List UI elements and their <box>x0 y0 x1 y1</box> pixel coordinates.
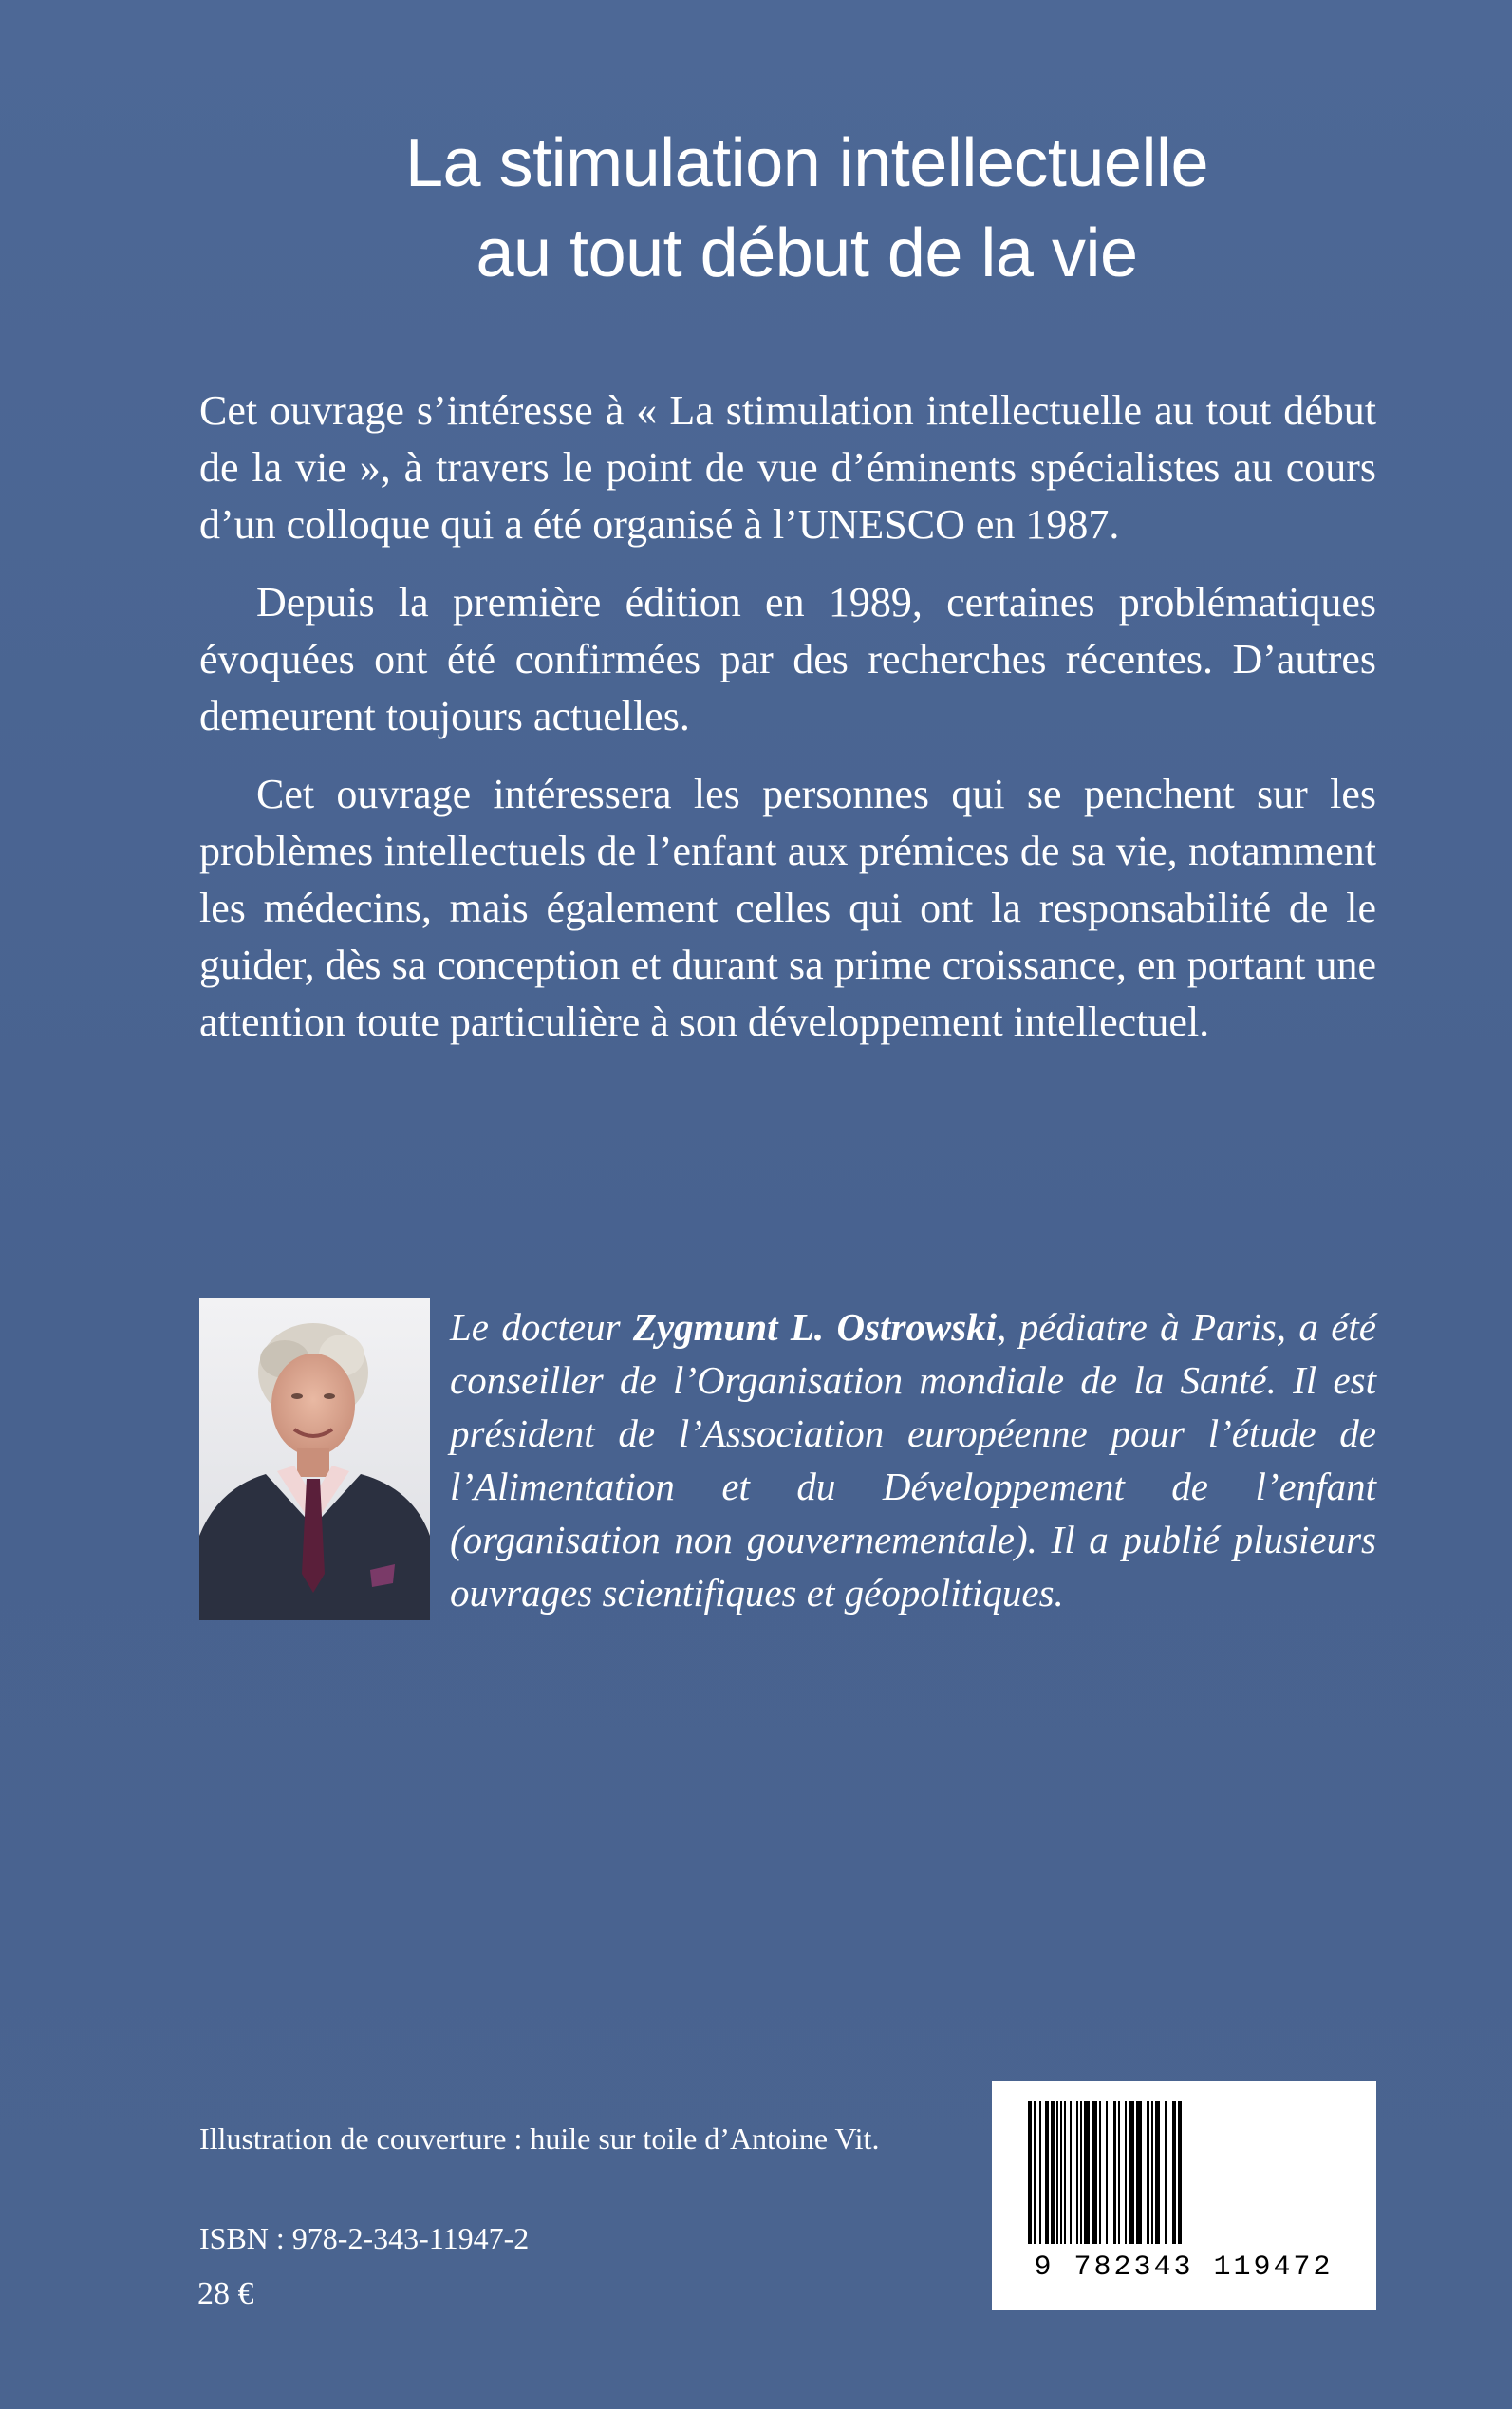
title-line-1: La stimulation intellectuelle <box>405 125 1208 201</box>
illustration-credit: Illustration de couverture : huile sur toile d’Antoine Vit. <box>199 2121 880 2156</box>
title-line-2: au tout début de la vie <box>476 215 1138 291</box>
barcode-digits: 9 782343 119472 <box>1034 2251 1334 2284</box>
barcode-bar <box>1155 2101 1160 2244</box>
book-title <box>152 119 1462 299</box>
barcode-bar <box>1051 2101 1055 2244</box>
author-bio <box>450 1300 1376 1619</box>
barcode-bar <box>1028 2101 1032 2244</box>
author-name: Zygmunt L. Ostrowski <box>632 1305 998 1349</box>
barcode-bar <box>1136 2101 1142 2244</box>
price: 28 € <box>197 2276 254 2311</box>
author-photo <box>199 1298 430 1620</box>
barcode-bar <box>1034 2101 1036 2244</box>
blurb-paragraph-1: Cet ouvrage s’intéresse à « La stimulation intellectuelle au tout début de la vie », à travers le point de vue d’éminents spécialistes au cours d’un colloque qui a été organisé à l’UNESCO en 1987. <box>199 387 1376 548</box>
barcode-bar <box>1172 2101 1176 2244</box>
barcode-bar <box>1076 2101 1078 2244</box>
barcode-bar <box>1084 2101 1090 2244</box>
barcode-bar <box>1129 2101 1134 2244</box>
barcode-bar <box>1125 2101 1127 2244</box>
blurb-paragraph-2: Depuis la première édition en 1989, certaines problématiques évoquées ont été confirmées par des recherches récentes. D’autres demeurent toujours actuelles. <box>199 579 1376 739</box>
barcode-bar <box>1064 2101 1066 2244</box>
bio-prefix: Le docteur <box>450 1305 633 1349</box>
isbn: ISBN : 978-2-343-11947-2 <box>199 2221 530 2255</box>
barcode-bar <box>1099 2101 1101 2244</box>
barcode-bar <box>1151 2101 1153 2244</box>
barcode-bar <box>1147 2101 1149 2244</box>
barcode-bar <box>1080 2101 1082 2244</box>
blurb-paragraph-3: Cet ouvrage intéressera les personnes qui se penchent sur les problèmes intellectuels de l’enfant aux prémices de sa vie, notamment les médecins, mais également celles qui ont la responsabilité de le guider, dès sa conception et durant sa prime croissance, en portant une attention toute particulière à son développement intellectuel. <box>199 771 1376 1045</box>
barcode-bar <box>1178 2101 1182 2244</box>
bio-text: , pédiatre à Paris, a été conseiller de l’Organisation mondiale de la Santé. Il est président de l’Association européenne pour l’étude de l’Alimentation et du Développement de l’enfant (organisation non gouvernementale). Il a publié plusieurs ouvrages scientifiques et géopolitiques. <box>450 1305 1377 1615</box>
barcode-bar <box>1045 2101 1049 2244</box>
blurb <box>199 383 1376 1072</box>
barcode-bar <box>1056 2101 1058 2244</box>
barcode-bar <box>1113 2101 1116 2244</box>
barcode-bar <box>1118 2101 1120 2244</box>
barcode-bar <box>1039 2101 1041 2244</box>
barcode-bar <box>1165 2101 1167 2244</box>
barcode-bars <box>992 2081 1376 2251</box>
barcode-bar <box>1060 2101 1062 2244</box>
barcode-bar <box>1070 2101 1072 2244</box>
barcode-bar <box>1106 2101 1108 2244</box>
barcode <box>992 2081 1376 2310</box>
barcode-bar <box>1092 2101 1097 2244</box>
